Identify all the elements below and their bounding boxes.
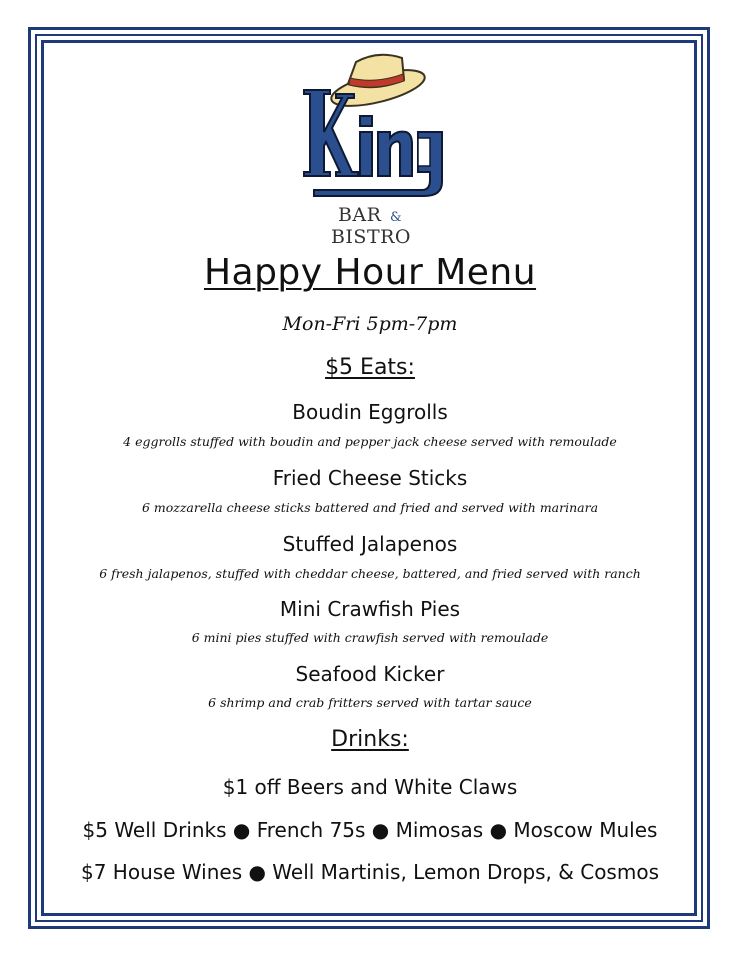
hours-text: Mon-Fri 5pm-7pm bbox=[282, 313, 458, 335]
menu-item-desc: 6 mini pies stuffed with crawfish served with remoulade bbox=[191, 630, 549, 645]
logo-sub-bistro: BISTRO bbox=[330, 226, 412, 248]
menu-item-name: Boudin Eggrolls bbox=[292, 400, 448, 424]
eats-heading: $5 Eats: bbox=[325, 355, 415, 380]
menu-item-desc: 4 eggrolls stuffed with boudin and pepper jack cheese served with remoulade bbox=[123, 434, 617, 449]
drink-line: $5 Well Drinks ● French 75s ● Mimosas ● Moscow Mules bbox=[82, 818, 658, 842]
menu-item-name: Seafood Kicker bbox=[295, 662, 445, 686]
logo-sub-bar: BAR bbox=[337, 204, 382, 226]
boater-hat-logo-art bbox=[296, 50, 446, 200]
menu-item-name: Stuffed Jalapenos bbox=[282, 532, 458, 556]
drink-line: $1 off Beers and White Claws bbox=[222, 775, 518, 799]
logo-sub-ampersand: & bbox=[389, 210, 403, 225]
menu-item-name: Mini Crawfish Pies bbox=[279, 597, 461, 621]
page-title: Happy Hour Menu bbox=[203, 252, 537, 293]
menu-item-desc: 6 fresh jalapenos, stuffed with cheddar cheese, battered, and fried served with ranch bbox=[99, 566, 641, 581]
drinks-heading: Drinks: bbox=[331, 727, 409, 752]
menu-item-name: Fried Cheese Sticks bbox=[272, 466, 468, 490]
drink-line: $7 House Wines ● Well Martinis, Lemon Drops, & Cosmos bbox=[81, 860, 659, 884]
menu-item-desc: 6 mozzarella cheese sticks battered and fried and served with marinara bbox=[141, 500, 599, 515]
logo-subtitle bbox=[296, 204, 446, 248]
menu-item-desc: 6 shrimp and crab fritters served with tartar sauce bbox=[208, 695, 532, 710]
king-logo bbox=[296, 50, 446, 248]
